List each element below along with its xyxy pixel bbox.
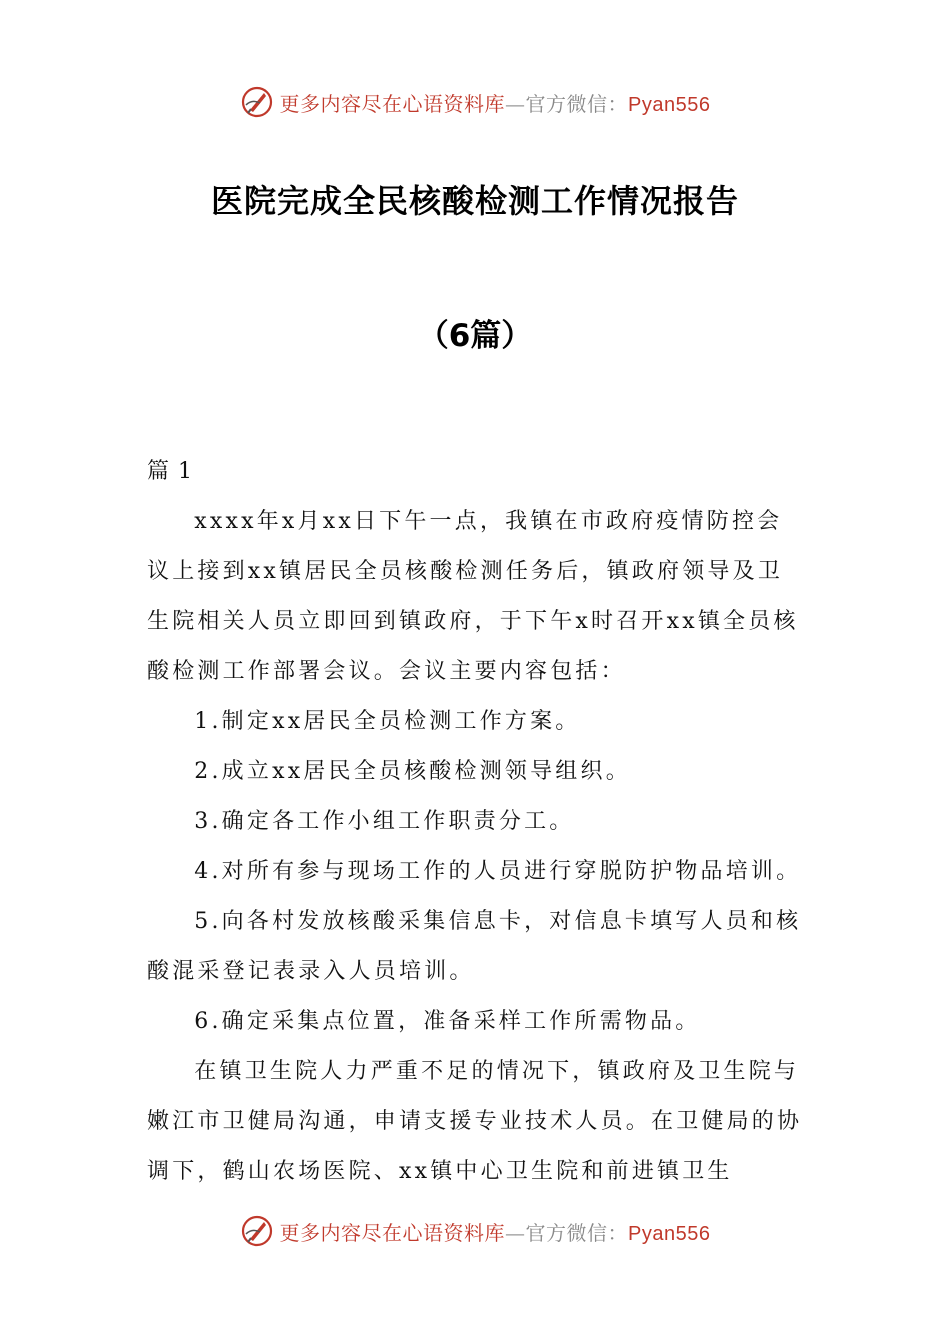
list-item: 5.向各村发放核酸采集信息卡，对信息卡填写人员和核酸混采登记表录入人员培训。 [147, 909, 802, 984]
watermark-wechat-label: 官方微信： [525, 91, 629, 116]
watermark-banner-bottom [0, 1211, 950, 1251]
watermark-content [240, 85, 711, 119]
watermark-site-name: 更多内容尽在心语资料库 [279, 91, 506, 116]
paragraph-intro: xxxx年x月xx日下午一点，我镇在市政府疫情防控会议上接到xx镇居民全员核酸检测任务后，镇政府领导及卫生院相关人员立即回到镇政府，于下午x时召开xx镇全员核酸检测工作部署会议。会议主要内容包括： [147, 509, 799, 684]
watermark-wechat-id: Pyan556 [628, 93, 711, 116]
watermark-banner-top [0, 82, 950, 122]
quill-pen-logo-icon [240, 1214, 274, 1248]
watermark-dash: — [505, 1220, 526, 1245]
quill-pen-logo-icon [240, 85, 274, 119]
list-item: 6.确定采集点位置，准备采样工作所需物品。 [194, 1009, 701, 1034]
section-label: 篇 1 [147, 459, 193, 484]
document-subtitle: （6篇） [417, 318, 533, 354]
watermark-wechat-label: 官方微信： [525, 1220, 629, 1245]
watermark-content [240, 1214, 711, 1248]
watermark-dash: — [505, 91, 526, 116]
list-item: 3.确定各工作小组工作职责分工。 [194, 809, 575, 834]
paragraph-support: 在镇卫生院人力严重不足的情况下，镇政府及卫生院与嫩江市卫健局沟通，申请支援专业技术人员。在卫健局的协调下，鹤山农场医院、xx镇中心卫生院和前进镇卫生 [147, 1059, 803, 1184]
list-item: 2.成立xx居民全员核酸检测领导组织。 [194, 759, 631, 784]
list-item: 4.对所有参与现场工作的人员进行穿脱防护物品培训。 [194, 859, 802, 884]
list-item: 1.制定xx居民全员检测工作方案。 [194, 709, 581, 734]
watermark-wechat-id: Pyan556 [628, 1222, 711, 1245]
document-title: 医院完成全民核酸检测工作情况报告 [210, 182, 739, 220]
watermark-text [280, 88, 711, 117]
watermark-site-name: 更多内容尽在心语资料库 [279, 1220, 506, 1245]
watermark-text [280, 1217, 711, 1246]
document-body [147, 447, 807, 1197]
